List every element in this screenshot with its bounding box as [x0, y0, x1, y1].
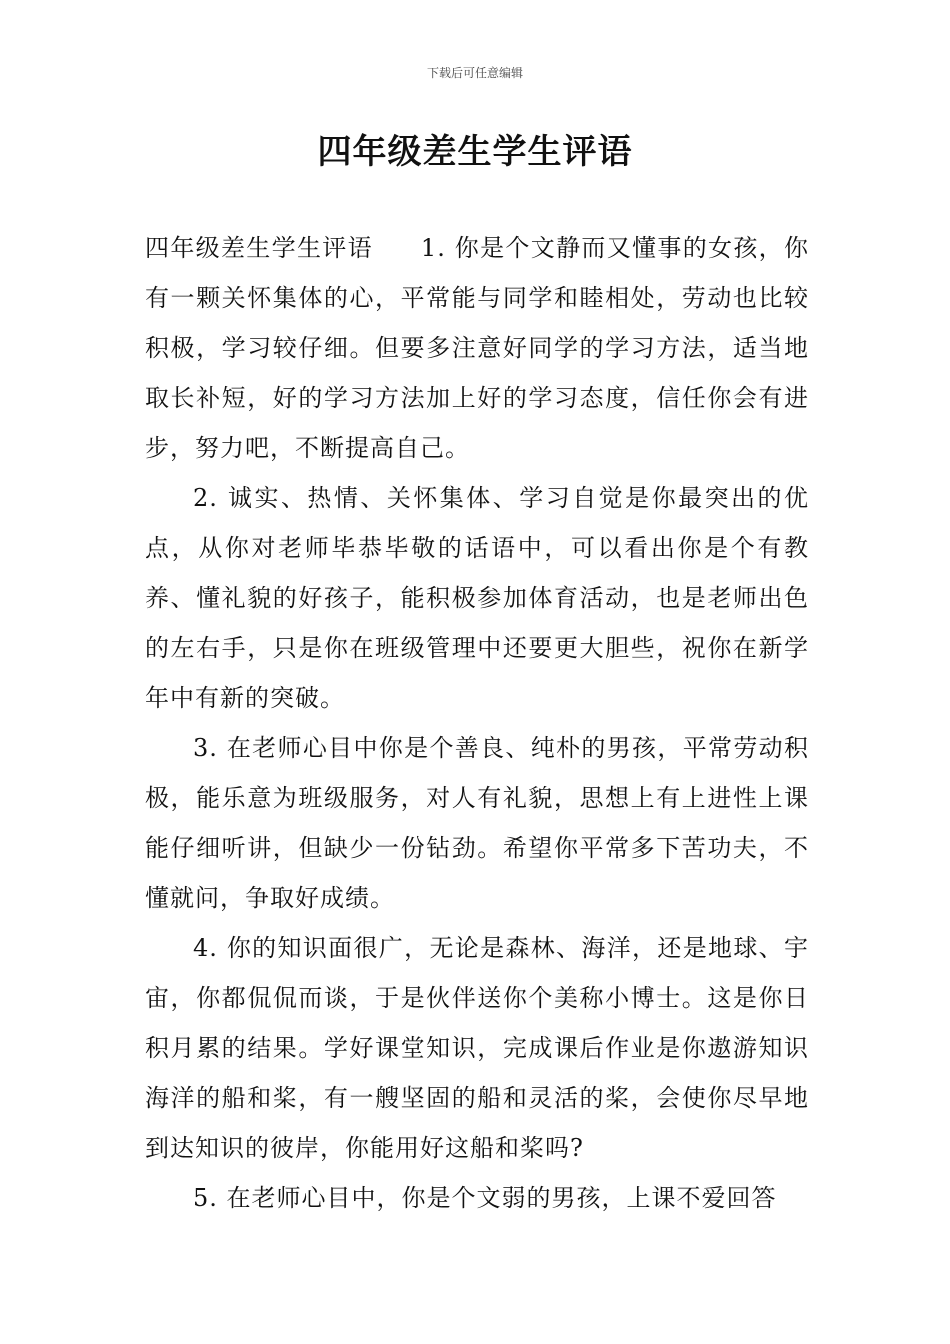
document-body: [145, 223, 809, 1223]
paragraph-text: 1. 你是个文静而又懂事的女孩，你有一颗关怀集体的心，平常能与同学和睦相处，劳动也比较积极，学习较仔细。但要多注意好同学的学习方法，适当地取长补短，好的学习方法加上好的学习态度，信任你会有进步，努力吧，不断提高自己。: [145, 234, 809, 462]
paragraph-4: 4. 你的知识面很广，无论是森林、海洋，还是地球、宇宙，你都侃侃而谈，于是伙伴送你个美称小博士。这是你日积月累的结果。学好课堂知识，完成课后作业是你遨游知识海洋的船和桨，有一艘坚固的船和灵活的桨，会使你尽早地到达知识的彼岸，你能用好这船和桨吗?: [145, 934, 809, 1162]
paragraph-5: 5. 在老师心目中，你是个文弱的男孩，上课不爱回答: [193, 1184, 777, 1212]
paragraph-1: [145, 223, 809, 473]
paragraph-3: 3. 在老师心目中你是个善良、纯朴的男孩，平常劳动积极，能乐意为班级服务，对人有礼貌，思想上有上进性上课能仔细听讲，但缺少一份钻劲。希望你平常多下苦功夫，不懂就问，争取好成绩。: [145, 734, 809, 912]
document-title: 四年级差生学生评语: [317, 132, 633, 172]
lead-heading: 四年级差生学生评语: [145, 234, 373, 262]
header-note: 下载后可任意编辑: [426, 66, 523, 80]
paragraph-2: 2. 诚实、热情、关怀集体、学习自觉是你最突出的优点，从你对老师毕恭毕敬的话语中，可以看出你是个有教养、懂礼貌的好孩子，能积极参加体育活动，也是老师出色的左右手，只是你在班级管理中还要更大胆些，祝你在新学年中有新的突破。: [145, 484, 809, 712]
